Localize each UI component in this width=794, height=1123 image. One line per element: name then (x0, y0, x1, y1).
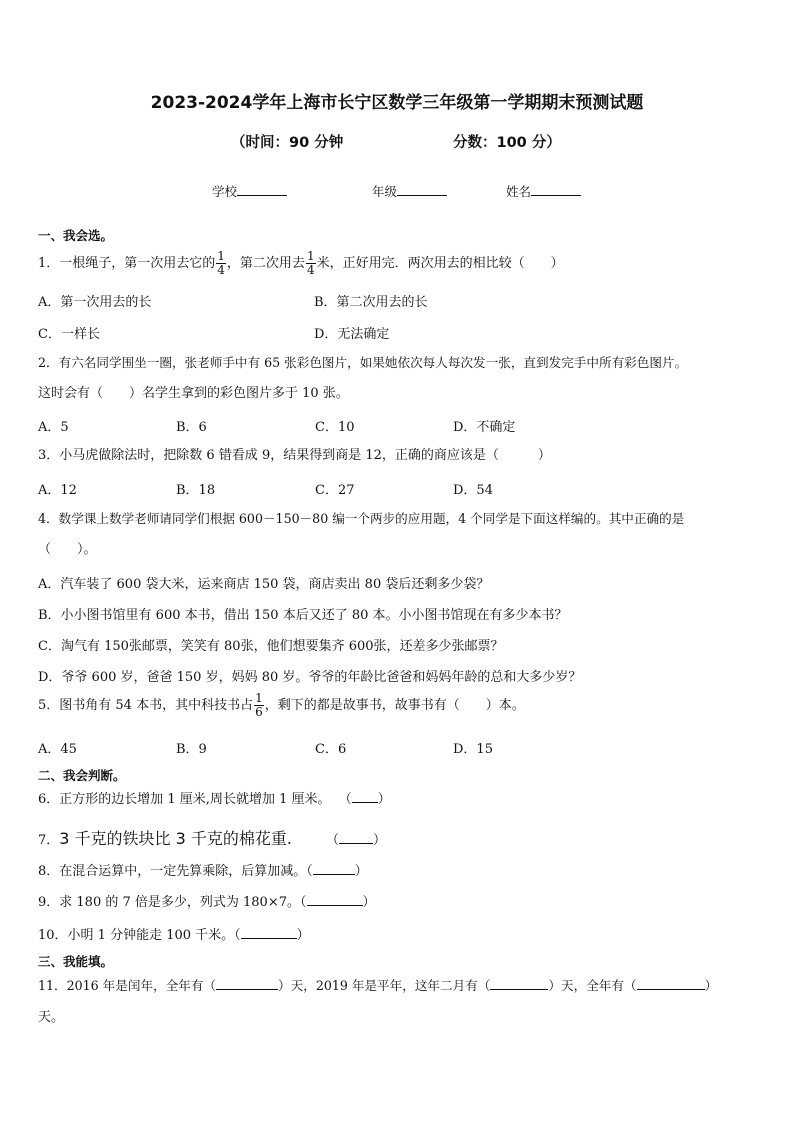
answer-blank[interactable] (216, 977, 278, 990)
question-7: 7．3 千克的铁块比 3 千克的棉花重. （ ） (38, 829, 387, 848)
question-10: 10．小明 1 分钟能走 100 千米。（ ） (38, 928, 310, 943)
option-d[interactable]: D．不确定 (453, 420, 516, 435)
option-a[interactable]: A．12 (38, 483, 77, 498)
time-limit: （时间：90 分钟 (231, 135, 344, 151)
question-3: 3．小马虎做除法时，把除数 6 错看成 9，结果得到商是 12，正确的商应该是（ ） (38, 448, 551, 463)
option-c[interactable]: C．淘气有 150张邮票，笑笑有 80张，他们想要集齐 600张，还差多少张邮票？ (38, 639, 504, 654)
question-11-cont: 天。 (38, 1010, 65, 1025)
question-2-cont: 这时会有（ ）名学生拿到的彩色图片多于 10 张。 (38, 386, 349, 401)
option-c[interactable]: C．一样长 (38, 327, 100, 342)
fraction: $\frac{1}{6}$ (255, 691, 263, 719)
section-heading-fill: 三、我能填。 (38, 954, 114, 969)
page-title: 2023-2024学年上海市长宁区数学三年级第一学期期末预测试题 (150, 93, 644, 113)
question-4: 4．数学课上数学老师请同学们根据 600－150－80 编一个两步的应用题，4 个同学是下面这样编的。其中正确的是 (38, 511, 685, 526)
option-d[interactable]: D．15 (453, 742, 493, 757)
fraction: $\frac{1}{4}$ (306, 249, 315, 277)
section-heading-choice: 一、我会选。 (38, 228, 114, 243)
option-b[interactable]: B．小小图书馆里有 600 本书，借出 150 本后又还了 80 本。小小图书馆现在有多少本书？ (38, 608, 568, 623)
option-c[interactable]: C．10 (315, 420, 355, 435)
option-c[interactable]: C．27 (315, 483, 355, 498)
question-2: 2．有六名同学围坐一圈，张老师手中有 65 张彩色图片，如果她依次每人每次发一张，直到发完手中所有彩色图片。 (38, 355, 688, 370)
option-b[interactable]: B．18 (176, 483, 216, 498)
grade-label: 年级 (372, 184, 398, 199)
option-a[interactable]: A．第一次用去的长 (38, 295, 152, 310)
answer-blank[interactable] (339, 831, 373, 844)
answer-blank[interactable] (490, 977, 548, 990)
option-a[interactable]: A．5 (38, 420, 69, 435)
option-a[interactable]: A．45 (38, 742, 77, 757)
option-a[interactable]: A．汽车装了 600 袋大米，运来商店 150 袋，商店卖出 80 袋后还剩多少袋？ (38, 577, 490, 592)
school-label: 学校 (212, 184, 238, 199)
option-b[interactable]: B．6 (176, 420, 207, 435)
option-d[interactable]: D．54 (453, 483, 493, 498)
question-11: 11．2016 年是闰年，全年有（ ）天，2019 年是平年，这年二月有（ ）天，全年有（ ） (38, 978, 718, 993)
question-5: 5．图书角有 54 本书，其中科技书占 $\frac{1}{6}$ ，剩下的都是故事书，故事书有（ ）本。 (38, 691, 525, 719)
fraction: $\frac{1}{4}$ (217, 249, 225, 277)
total-score: 分数：100 分） (453, 135, 561, 151)
option-d[interactable]: D．无法确定 (314, 327, 390, 342)
question-9: 9．求 180 的 7 倍是多少，列式为 180×7。（ ） (38, 895, 376, 910)
answer-blank[interactable] (637, 977, 705, 990)
option-b[interactable]: B．9 (176, 742, 207, 757)
option-b[interactable]: B．第二次用去的长 (314, 295, 428, 310)
answer-blank[interactable] (241, 926, 297, 939)
name-field[interactable] (506, 182, 581, 200)
answer-blank[interactable] (307, 893, 363, 906)
question-8: 8．在混合运算中，一定先算乘除，后算加减。（ ） (38, 864, 368, 879)
option-d[interactable]: D．爷爷 600 岁，爸爸 150 岁，妈妈 80 岁。爷爷的年龄比爸爸和妈妈年龄的总和大多少岁？ (38, 670, 582, 685)
answer-blank[interactable] (313, 862, 355, 875)
question-4-cont: （ ）。 (38, 542, 97, 557)
question-6: 6．正方形的边长增加 1 厘米,周长就增加 1 厘米。 （ ） (38, 792, 391, 807)
option-c[interactable]: C．6 (315, 742, 347, 757)
answer-blank[interactable] (352, 790, 378, 803)
grade-field[interactable] (372, 182, 447, 200)
school-field[interactable] (212, 182, 287, 200)
question-1: 1．一根绳子，第一次用去它的 $\frac{1}{4}$ ，第二次用去 $\frac{1}{4}$ 米，正好用完．两次用去的相比较（ ） (38, 249, 564, 277)
section-heading-judge: 二、我会判断。 (38, 768, 126, 783)
name-label: 姓名 (506, 184, 532, 199)
